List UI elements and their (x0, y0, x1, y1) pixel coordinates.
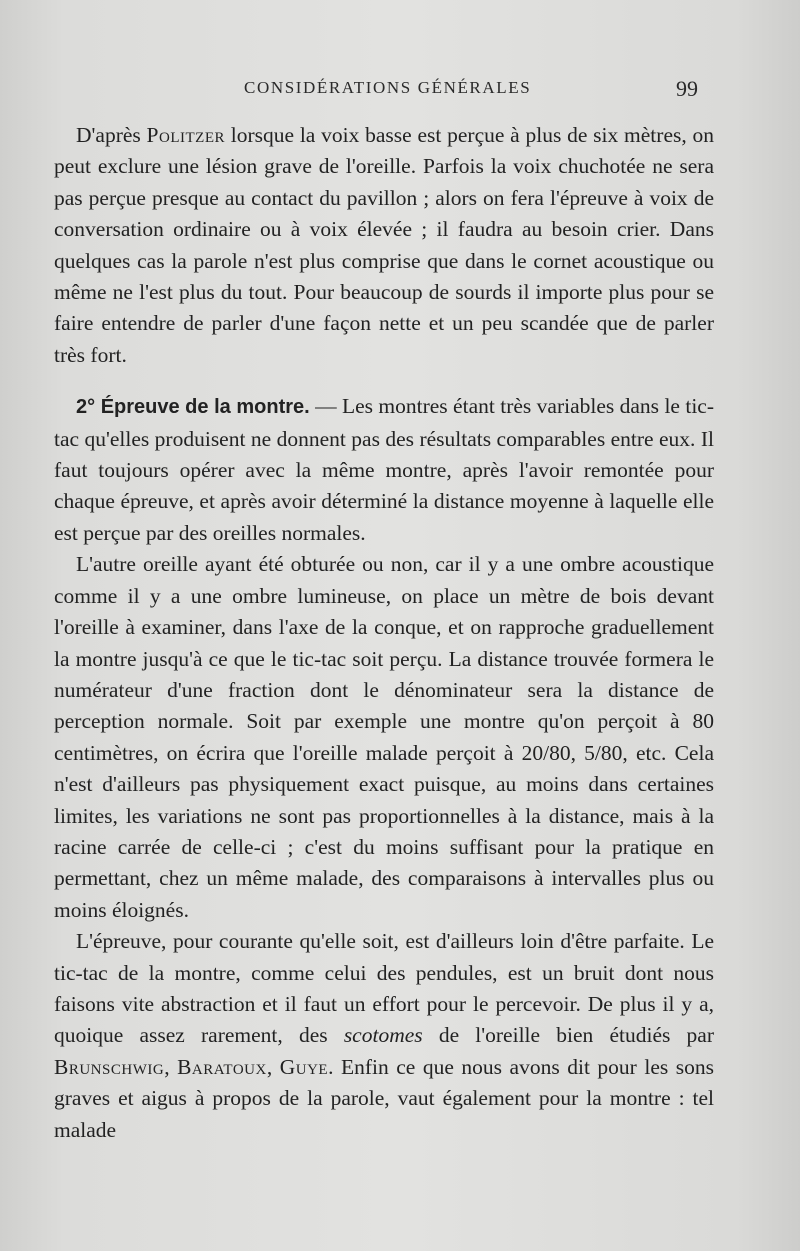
paragraph-imperfection (54, 926, 714, 1146)
author-name: Baratoux (177, 1054, 267, 1079)
text-run: , (164, 1054, 178, 1079)
text-run: L'autre oreille ayant été obturée ou non, car il y a une ombre acoustique comme il y a une ombre lumineuse, on place un mètre de bois devant l'oreille à examiner, dans l'axe de la conque, et on rapproche graduellement la montre jusqu'à ce que le tic-tac soit perçu. La distance trouvée formera le numérateur d'une fraction dont le dénominateur sera la distance de perception normale. Soit par exemple une montre qu'on perçoit à 80 centimètres, on écrira que l'oreille malade perçoit à 20/80, 5/80, etc. Cela n'est d'ailleurs pas physiquement exact puisque, au moins dans certaines limites, les variations ne sont pas proportionnelles à la distance, mais à la racine carrée de celle-ci ; c'est du moins suffisant pour la pratique en permettant, chez un même malade, des comparaisons à intervalles plus ou moins éloignés. (54, 552, 714, 922)
text-run: lorsque la voix basse est perçue à plus de six mètres, on peut exclure une lésion grave de l'oreille. Parfois la voix chuchotée ne sera pas perçue presque au contact du pavillon ; alors on fera l'épreuve à voix de conversation ordinaire ou à voix élevée ; il faudra au besoin crier. Dans quelques cas la parole n'est plus comprise que dans le cornet acoustique ou même ne l'est plus du tout. Pour beaucoup de sourds il importe plus pour se faire entendre de parler d'une façon nette et un peu scandée que de parler très fort. (54, 123, 714, 367)
page-header (0, 78, 800, 108)
paragraph-politzer (54, 120, 714, 371)
text-run: D'après (76, 123, 147, 147)
text-run: . Enfin ce que nous avons dit pour les sons graves et aigus à propos de la parole, vaut également pour la montre : tel malade (54, 1054, 714, 1142)
text-run: — Les montres étant très variables dans le tic-tac qu'elles produisent ne donnent pas des résultats comparables entre eux. Il faut toujours opérer avec la même montre, après l'avoir remontée pour chaque épreuve, et après avoir déterminé la distance moyenne à laquelle elle est perçue par des oreilles normales. (54, 394, 714, 545)
author-name: Politzer (146, 123, 225, 147)
paragraph-watch-test (54, 391, 714, 549)
page-number: 99 (676, 76, 698, 101)
text-run: L'épreuve, pour courante qu'elle soit, est d'ailleurs loin d'être parfaite. Le tic-tac de la montre, comme celui des pendules, est un bruit dont nous faisons vite abstraction et il faut un effort pour le percevoir. De plus il y a, quoique assez rarement, des (54, 929, 714, 1048)
italic-term: scotomes (343, 1023, 423, 1048)
section-heading: 2° Épreuve de la montre. (76, 396, 310, 419)
author-name: Brunschwig (54, 1054, 165, 1079)
text-run: de l'oreille bien étudiés par (422, 1023, 714, 1048)
running-title: CONSIDÉRATIONS GÉNÉRALES (244, 78, 532, 97)
text-run: , (266, 1054, 280, 1079)
paragraph-procedure (54, 549, 714, 926)
body-text (54, 120, 714, 1146)
author-name: Guye (279, 1054, 329, 1079)
